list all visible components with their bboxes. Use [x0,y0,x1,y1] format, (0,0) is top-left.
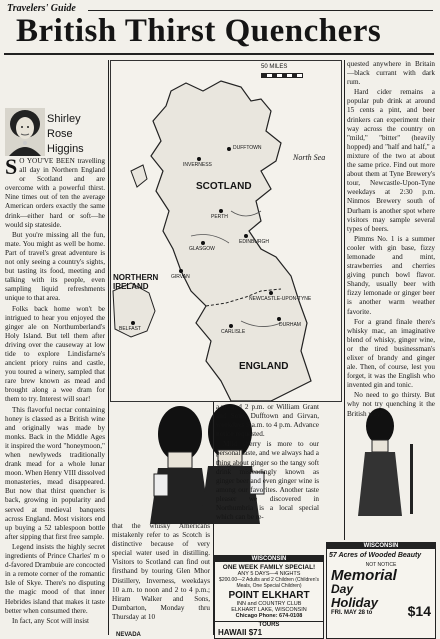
paragraph-3: Folks back home won't be intrigued to hear you enjoyed the ginger ale on Northumberland's Holy Island. But tell them after driving over the causeway at low tide to explore Lindisfarne's ancient priory ruins and castle, you toured a winery, sampled that rare brew known as mead and brought along a wee dram for them to try. Interest will soar! [5,304,105,404]
map-town-durham: DURHAM [279,322,301,328]
ad-nights: ANY 5 DAYS—4 NIGHTS [237,571,301,577]
ad-wisconsin-label-2: WISCONSIN [327,543,435,549]
ad-tours: TOURS [215,621,323,628]
article-column-3 [216,403,319,553]
map-town-newcastle: NEWCASTLE-UPON-TYNE [249,296,312,302]
column-divider-1 [108,60,109,635]
ad-point-elkhart [214,555,324,639]
column-divider-3 [344,60,345,540]
map-town-glasgow: GLASGOW [189,246,215,252]
page-title: British Thirst Quenchers [16,13,382,49]
ad-wisconsin-label: WISCONSIN [215,556,323,562]
paragraph-6: In fact, any Scot will insist [12,616,90,625]
map [110,60,342,402]
map-town-belfast: BELFAST [119,326,141,332]
title-rule [4,53,434,55]
map-town-inverness: INVERNESS [183,162,212,168]
byline-first: Shirley [47,113,81,125]
drop-cap: S [5,157,18,179]
ad-price: $14 [407,603,431,619]
paragraph-2: But you're missing all the fun, mate. You might as well be home. Part of travel's great adventure is not only seeing a country's sights, but tasting its food, meeting and talking with its people, even sampling liquid refreshments unique to that area. [5,230,105,303]
paragraph-5: Legend insists the highly secret ingredients of Prince Charles' m o d-favored Drambuie are concocted in a remote corner of the romantic Isle of Skye. There's no disputing the magic mood of that inner Hebrides island that makes it taste better when consumed there. [5,542,105,615]
ad-hawaii [218,628,262,637]
ad-acres: 57 Acres of Wooded Beauty [329,552,422,559]
ad-location: ELKHART LAKE, WISCONSIN [231,607,307,613]
map-england: ENGLAND [239,361,289,372]
map-scale: 50 MILES [261,64,288,70]
map-town-dufftown: DUFFTOWN [233,145,262,151]
ad-dates: FRI. MAY 28 to [331,610,373,616]
paragraph-7: that the whisky Americans mistakenly refer to as Scotch is distinctive because of very special water used in distilling. Visitors to Scotland can find out firsthand by touring Glen Mhor Distillery, Inverness, weekdays 10 a.m. to noon and 2 to 4 p.m.; Hiram Walker and Sons, Dumbarton, Monday thru Thursday at 10 [112,522,210,621]
ad-memorial-day [326,542,436,639]
article-column-1 [5,157,105,627]
byline [47,112,84,157]
map-town-girvan: GIRVAN [171,274,190,280]
ad-one-week: ONE WEEK FAMILY SPECIAL! [222,564,316,571]
paragraph-11: Hard cider remains a popular pub drink at around 15 cents a pint, and beer drinkers can experiment their way across the country on "mild," "bitter" (heavily hopped) and "half and half," a mixture of the two at about the same price. Find out more about them at Tyne Brewery's tour, Newcastle-Upon-Tyne weekdays at 2:30 p.m. Ninmos Brewery south of Durham is another spot where visitors may sample several types of beers. [347,88,435,233]
paragraph-8: a.m. and 2 p.m. or William Grant and Sons, Dufftown and Girvan, weekdays 9 a.m. to 4 p.m. Advance notice requested. [216,403,319,439]
paragraph-9: Mild sherry is more to our personal taste, and we always had a thing about ginger so the tangy soft drink misleadingly known as ginger beer and even ginger wine is among our favorites. Another taste pleaser we discovered in Northumbria is a local special which can be re- [216,440,319,522]
ad-hawaii-label: HAWAII [218,628,247,637]
article-column-4 [347,60,435,460]
header-rule [88,10,433,11]
paragraph-12: Pimms No. 1 is a summer cooler with gin base, fizzy lemonade and mint, strawberries and cherries giving punch bowl flavor. Shandy, usually beer with fizzy lemonade or ginger beer is another warm weather favorite. [347,234,435,316]
ad-holiday: Holiday [331,595,378,610]
map-town-edinburgh: EDINBURGH [239,239,270,245]
map-town-carlisle: CARLISLE [221,329,246,335]
paragraph-4: This flavorful nectar containing honey is classed as a British wine and originally was made by monks. Back in the Middle Ages it inspired the word "honeymoon," when newlyweds traditionally drank mead for a whole lunar moon. When Henry VIII dissolved monasteries, mead disappeared. But now that thirst quencher is back, growing in popularity and served at medieval banquets across England. Most visitors end up buying a 52 tablespoon bottle after sipping that first free sample. [5,405,105,541]
ad-hawaii-price: $71 [248,628,263,637]
paragraph-14: No need to go thirsty. But why not try quenching it the British way? [347,391,435,418]
ad-day: Day [331,582,354,596]
paragraph-13: For a grand finale there's whisky mac, an imaginative blend of whisky, ginger wine, or the tired businessman's elixer of brandy and ginger ale. Then, of course, lest you forget, it was the English who invented gin and tonic. [347,317,435,390]
paragraph-1: S O YOU'VE BEEN travelling all day in Northern England or Scotland and are overcome with a powerful thirst. Nine times out of ten the average American orders exactly the same drink—either hard or soft—he would sip stateside. [5,157,105,229]
paragraph-10: quested anywhere in Britain—black currant with dark rum. [347,60,435,87]
map-scotland: SCOTLAND [196,181,252,192]
map-northern-ireland: NORTHERN IRELAND [113,273,159,291]
ad-nevada: NEVADA [116,632,141,638]
byline-middle: Rose [47,128,73,140]
ad-notice: NOT NOTICE [365,562,397,568]
ad-point-name: POINT ELKHART [228,590,310,601]
map-north-sea: North Sea [293,153,326,162]
section-label: Travelers' Guide [7,3,76,14]
map-scale-bar [261,73,303,78]
ad-price-line: $200.00—2 Adults and 2 Children (Children's Meals, One Special Children) [219,577,319,589]
author-photo [5,108,45,156]
ad-inn: INN and COUNTRY CLUB [236,601,302,607]
article-column-2 [112,522,210,632]
map-town-perth: PERTH [211,214,228,220]
ad-memorial-title: Memorial [331,567,397,584]
ad-phone: Chicago Phone: 674-0108 [235,613,303,619]
byline-last: Higgins [47,143,84,155]
